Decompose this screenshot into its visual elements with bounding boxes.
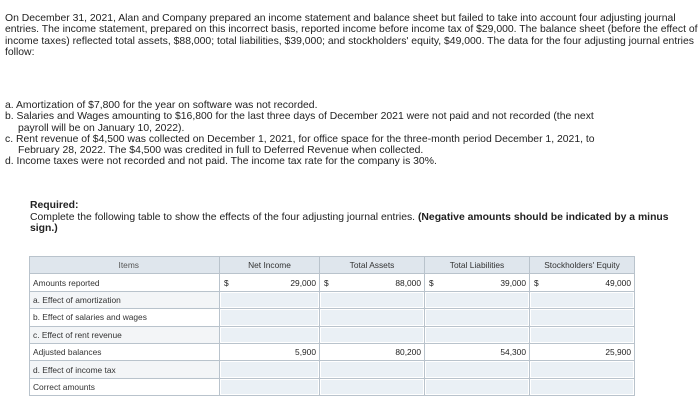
adjustment-b: b. Salaries and Wages amounting to $16,800 for the last three days of December 2021 were not paid and not recorded (the next <box>5 111 594 123</box>
adjustment-c: c. Rent revenue of $4,500 was collected on December 1, 2021, for office space for the three-month period December 1, 2021, to <box>5 133 595 145</box>
required-emphasis: (Negative amounts should be indicated by a minus sign.) <box>30 212 669 235</box>
total-liabilities-cell[interactable] <box>425 309 530 326</box>
total-assets-cell[interactable] <box>320 326 425 343</box>
cell-value: 80,200 <box>395 347 421 358</box>
total-liabilities-cell <box>425 274 530 291</box>
cell-value: 49,000 <box>605 277 631 288</box>
stockholders-equity-cell[interactable] <box>530 326 635 343</box>
cell-value: 25,900 <box>605 347 631 358</box>
table-row <box>30 291 635 308</box>
cell-value: 88,000 <box>395 277 421 288</box>
table-row <box>30 378 635 395</box>
total-liabilities-cell[interactable] <box>425 291 530 308</box>
adjustments-list <box>5 100 695 168</box>
header-total-liabilities: Total Liabilities <box>425 257 530 274</box>
dollar-sign: $ <box>224 277 229 288</box>
net-income-cell[interactable] <box>220 291 320 308</box>
net-income-cell <box>220 343 320 360</box>
row-label: a. Effect of amortization <box>30 291 220 308</box>
stockholders-equity-cell[interactable] <box>530 309 635 326</box>
total-liabilities-cell <box>425 343 530 360</box>
header-total-assets: Total Assets <box>320 257 425 274</box>
row-label: Adjusted balances <box>30 343 220 360</box>
stockholders-equity-cell[interactable] <box>530 361 635 378</box>
net-income-cell[interactable] <box>220 309 320 326</box>
cell-value: 54,300 <box>500 347 526 358</box>
cell-value: 39,000 <box>500 277 526 288</box>
total-liabilities-cell[interactable] <box>425 361 530 378</box>
net-income-cell[interactable] <box>220 326 320 343</box>
total-assets-cell <box>320 274 425 291</box>
table-row <box>30 309 635 326</box>
stockholders-equity-cell[interactable] <box>530 378 635 395</box>
required-instructions <box>30 212 695 235</box>
total-assets-cell[interactable] <box>320 291 425 308</box>
header-stockholders-equity: Stockholders' Equity <box>530 257 635 274</box>
table-header-row <box>30 257 635 274</box>
required-text: Complete the following table to show the effects of the four adjusting journal entries. <box>30 212 416 223</box>
total-liabilities-cell[interactable] <box>425 326 530 343</box>
table-row <box>30 326 635 343</box>
cell-value: 29,000 <box>290 277 316 288</box>
row-label: d. Effect of income tax <box>30 361 220 378</box>
adjustment-b-cont: payroll will be on January 10, 2022). <box>18 122 185 134</box>
table-row <box>30 274 635 291</box>
dollar-sign: $ <box>534 277 539 288</box>
total-assets-cell[interactable] <box>320 378 425 395</box>
row-label: c. Effect of rent revenue <box>30 326 220 343</box>
required-heading: Required: <box>30 200 79 211</box>
net-income-cell[interactable] <box>220 378 320 395</box>
header-net-income: Net Income <box>220 257 320 274</box>
row-label: b. Effect of salaries and wages <box>30 309 220 326</box>
dollar-sign: $ <box>429 277 434 288</box>
total-assets-cell[interactable] <box>320 361 425 378</box>
header-items: Items <box>30 257 220 274</box>
stockholders-equity-cell[interactable] <box>530 291 635 308</box>
table-row <box>30 343 635 360</box>
cell-value: 5,900 <box>295 347 316 358</box>
effects-table <box>29 256 635 396</box>
row-label: Amounts reported <box>30 274 220 291</box>
total-assets-cell[interactable] <box>320 309 425 326</box>
adjustment-d: d. Income taxes were not recorded and not paid. The income tax rate for the company is 30%. <box>5 156 437 168</box>
problem-intro: On December 31, 2021, Alan and Company prepared an income statement and balance sheet but failed to take into account four adjusting journal entries. The income statement, prepared on this incorrect basis, reported income before income tax of $29,000. The balance sheet (before the effect of income taxes) reflected total assets, $88,000; total liabilities, $39,000; and stockholders' equity, $49,000. The data for the four adjusting journal entries follow: <box>5 13 698 58</box>
stockholders-equity-cell <box>530 274 635 291</box>
total-assets-cell <box>320 343 425 360</box>
net-income-cell <box>220 274 320 291</box>
total-liabilities-cell[interactable] <box>425 378 530 395</box>
adjustment-c-cont: February 28, 2022. The $4,500 was credited in full to Deferred Revenue when collected. <box>18 145 424 157</box>
net-income-cell[interactable] <box>220 361 320 378</box>
stockholders-equity-cell <box>530 343 635 360</box>
row-label: Correct amounts <box>30 378 220 395</box>
adjustment-a: a. Amortization of $7,800 for the year on software was not recorded. <box>5 100 318 111</box>
table-row <box>30 361 635 378</box>
dollar-sign: $ <box>324 277 329 288</box>
